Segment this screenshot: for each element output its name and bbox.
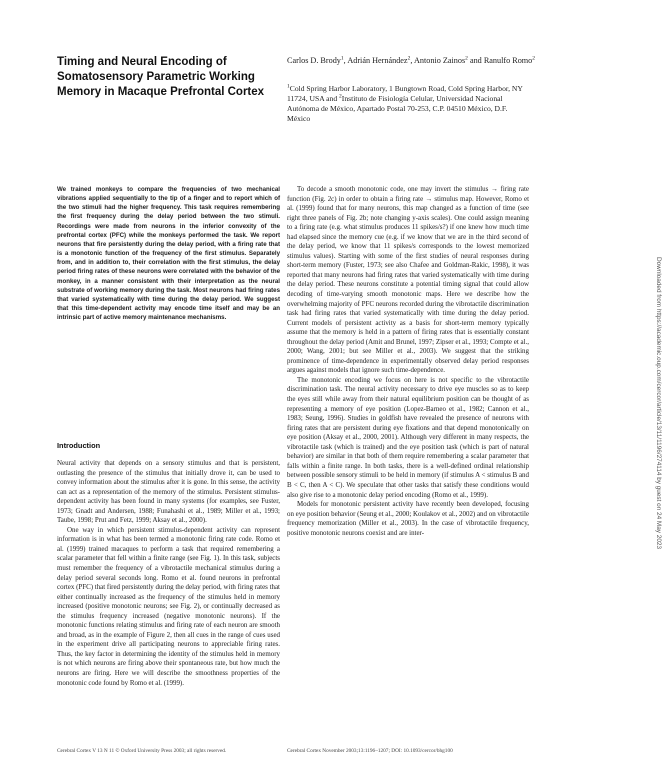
paper-title: Timing and Neural Encoding of Somatosensory Parametric Working Memory in Macaque Prefrontal Cortex: [57, 56, 265, 98]
author-affiliation-mark: 2: [532, 55, 536, 62]
author-name: Adrián Hernández: [347, 56, 408, 65]
author-separator: and: [467, 56, 484, 65]
author-affiliation-mark: 2: [465, 55, 468, 62]
body-paragraph: The monotonic encoding we focus on here is not specific to the vibrotactile discrimination task. The neural activity necessary to drive eye muscles so as to keep the eyes still while away from their natural equilibrium position can be thought of as representing a memory of eye position (Lopez-Barneo et al., 1982; Cannon et al., 1983; Seung, 1996). Studies in goldfish have revealed the presence of neurons with firing rates that are persistent during eye fixations and that depend monotonically on eye position (Aksay et al., 2000, 2001). Although very different in many respects, the vibrotactile task (which is trained) and the eye position task (which is part of natural behavior) are similar in that both of them require remembering a scalar parameter that falls within a finite range. In both tasks, there is a well-defined ordinal relationship between possible sensory stimuli to be held in memory (if stimulus A < stimulus B and B < C, then A < C). We speculate that other tasks that satisfy these conditions would also give rise to a monotonic delay period encoding (Romo et al., 1999).: [287, 375, 529, 499]
affiliation-mark: 1: [287, 83, 290, 90]
body-paragraph: Neural activity that depends on a sensory stimulus and that is persistent, outlasting the presence of the stimulus that initially drove it, can be used to convey information about the stimulus after it is gone. In this sense, the activity can act as a representation of the memory of the stimulus. Persistent stimulus-dependent activity has been found in many systems (for examples, see Fuster, 1973; Gnadt and Andersen, 1988; Funahashi et al., 1989; Miller et al., 1993; Taube, 1998; Prut and Fetz, 1999; Aksay et al., 2000).: [57, 459, 280, 525]
footer-citation: Cerebral Cortex November 2003;13:1196–1207; DOI: 10.1093/cercor/bhg100: [287, 748, 453, 754]
author-list: [287, 56, 537, 67]
download-watermark-text: Downloaded from https://academic.oup.com/cercor/article/13/11/1196/274114 by guest on 24 May 2023: [655, 256, 662, 549]
right-column-body: [287, 185, 529, 538]
author-separator: ,: [343, 56, 348, 65]
affiliations: [287, 84, 532, 124]
affiliation-text: Cold Spring Harbor Laboratory, 1 Bungtown Road, Cold Spring Harbor, NY 11724, USA and: [287, 84, 523, 103]
affiliation-mark: 2: [339, 93, 342, 100]
affiliation-text: Instituto de Fisiología Celular, Universidad Nacional Autónoma de México, Apartado Postal 70-253, C.P. 04510 México, D.F. México: [287, 93, 508, 123]
footer-journal-copyright: Cerebral Cortex V 13 N 11 © Oxford University Press 2003; all rights reserved.: [57, 748, 227, 754]
author-name: Antonio Zainos: [413, 56, 466, 65]
abstract: We trained monkeys to compare the frequencies of two mechanical vibrations applied sequentially to the tip of a finger and to report which of the two stimuli had the higher frequency. This task requires remembering the first frequency during the delay period between the two stimuli. Recordings were made from neurons in the inferior convexity of the prefrontal cortex (PFC) while the monkeys performed the task. We report neurons that fire persistently during the delay period, with a firing rate that is a monotonic function of the frequency of the first stimulus. Separately from, and in addition to, their correlation with the first stimulus, the delay period firing rates of these neurons were correlated with the behavior of the monkey, in a manner consistent with their interpretation as the neural substrate of working memory during the task. Most neurons had firing rates that varied systematically with time during the delay period. We suggest that this time-dependent activity may encode time itself and may be an intrinsic part of active memory maintenance mechanisms.: [57, 186, 280, 322]
left-column-body: [57, 459, 280, 688]
author-name: Ranulfo Romo: [483, 56, 533, 65]
author-affiliation-mark: 1: [340, 55, 344, 62]
body-paragraph: Models for monotonic persistent activity have recently been developed, focusing on eye position behavior (Seung et al., 2000; Koulakov et al., 2002) and on vibrotactile frequency memorization (Miller et al., 2003). In the case of vibrotactile frequency, positive monotonic neurons coexist and are inter-: [287, 500, 529, 537]
author-name: Carlos D. Brody: [287, 56, 341, 65]
section-heading-introduction: Introduction: [57, 441, 101, 450]
body-paragraph: To decode a smooth monotonic code, one may invert the stimulus → firing rate function (Fig. 2c) in order to obtain a firing rate → stimulus map. However, Romo et al. (1999) found that for many neurons, this map changed as a function of time (see right three panels of Fig. 2b; note changing y-axis scales). One could assign meaning to a firing rate (e.g. what stimulus produces 11 spikes/s?) if one knew how much time had elapsed since the memory cue (e.g. if we know that we are in the third second of the delay period, we know that 11 spikes/s corresponds to the lowest memorized stimulus values). Starting with some of the first studies of neural responses during short-term memory (Fuster, 1973; see also Chafee and Goldman-Rakic, 1998), it was reported that many neurons had firing rates that varied systematically with time during the delay period. These neurons constitute a potential timing signal that could allow decoding of time-varying smooth monotonic maps. Here we describe how the overwhelming majority of PFC neurons recorded during the vibrotactile discrimination task had firing rates that varied systematically with time during the delay period. Current models of persistent activity as a basis for short-term memory typically assume that the memory is held in a pattern of firing rates that is essentially constant throughout the delay period (Amit and Brunel, 1997; Zipser et al., 1993; Compte et al., 2000; Wang, 2001; but see Miller et al., 2003). We suggest that the striking prominence of time-dependence in experimentally observed delay period responses argues against models that ignore such time-dependence.: [287, 185, 529, 375]
author-separator: ,: [410, 56, 414, 65]
author-affiliation-mark: 2: [407, 55, 411, 62]
body-paragraph: One way in which persistent stimulus-dependent activity can represent information is in what has been termed a monotonic firing rate code. Romo et al. (1999) trained macaques to perform a task that required remembering a scalar parameter that fell within a finite range (see Fig. 1). In this task, subjects must remember the frequency of a vibrotactile mechanical stimulus during a delay period several seconds long. Romo et al. found neurons in prefrontal cortex (PFC) that fired persistently during the delay period, with firing rates that either continually increased as the frequency of the stimulus held in memory increased (positive monotonic neurons; see Fig. 2), or continually decreased as the stimulus frequency increased (negative monotonic neurons). If the monotonic functions relating stimulus and firing rate of each neuron are smooth and broad, as in the example of Figure 2, then all cues in the range of cues used in the experiment drive all participating neurons to appreciable firing rates. Thus, the key factor in determining the identity of the stimulus held in memory is not which neurons are firing above their spontaneous rate, but how much the neurons are firing. Here we will describe the smoothness properties of the monotonic code found by Romo et al. (1999).: [57, 525, 280, 687]
